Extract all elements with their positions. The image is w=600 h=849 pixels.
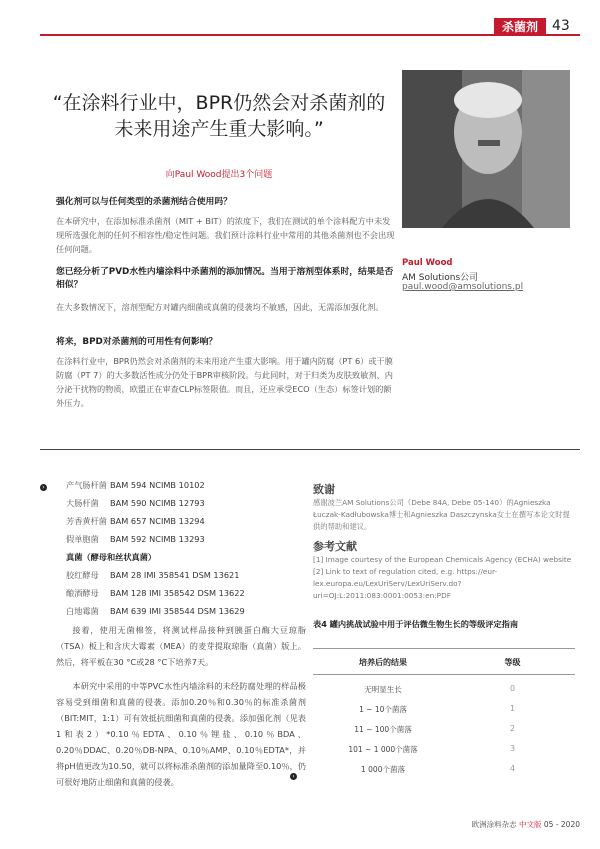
answer-1: 在本研究中，在添加标准杀菌剂（MIT + BIT）的浓度下，我们在测试的单个涂料配方中未发现所选强化剂的任何不相容性/稳定性问题。我们预计涂料行业中常用的其他杀菌剂也不会出现任何问题。 [56, 216, 395, 254]
page-number: 43 [552, 18, 570, 34]
organism-name: 胶红酵母 [66, 570, 99, 580]
table-title: 表4 罐内挑战试验中用于评估微生物生长的等级评定指南 [313, 619, 519, 629]
reference-item: [1] Image courtesy of the European Chemicals Agency (ECHA) website [313, 555, 572, 564]
article-subtitle: 向Paul Wood提出3个问题 [165, 170, 273, 180]
section-tab: 杀菌剂 [494, 18, 546, 36]
organism-code: BAM 592 NCIMB 13293 [110, 534, 205, 544]
footer-issue: 05 - 2020 [543, 820, 580, 829]
table-cell-result: 1 ~ 10个菌落 [359, 705, 407, 714]
question-2: 您已经分析了PVD水性内墙涂料中杀菌剂的添加情况。当用于溶剂型体系时，结果是否相似？ [56, 267, 394, 290]
answer-3: 在涂料行业中，BPR仍然会对杀菌剂的未来用途产生重大影响。用于罐内防腐（PT 6）或干膜防腐（PT 7）的大多数活性成分仍处于BPR审核阶段。与此同时，对于归类为皮肤致敏剂、内分泌干扰物的物质，欧盟正在审查CLP标签限值。而且，还应承受ECO（生态）标签计划的额外压力。 [56, 356, 393, 408]
organism-name: 酿酒酵母 [66, 588, 99, 598]
fungi-heading: 真菌（酵母和丝状真菌） [66, 552, 157, 562]
caption-org: AM Solutions公司 [402, 273, 479, 283]
acknowledgement-text: 感谢波兰AM Solutions公司（Debe 84A, Debe 05-140）的Agnieszka Łuczak-Kadłubowska博士和Agnieszka Daszczynska女士在撰写本论文时提供的帮助和建议。 [313, 498, 570, 531]
organism-name: 白地霉菌 [66, 606, 99, 616]
organism-code: BAM 594 NCIMB 10102 [110, 480, 205, 490]
table-cell-grade: 2 [509, 724, 516, 733]
body-paragraph: 接着，使用无菌棉签，将测试样品接种到胰蛋白酶大豆琼脂（TSA）板上和含庆大霉素（MEA）的麦芽提取琼脂（真菌）版上。然后，将平板在30 °C或28 °C下培养7天。 [56, 625, 306, 667]
body-paragraph: 本研究中采用的中等PVC水性内墙涂料的未经防腐处理的样品极容易受到细菌和真菌的侵袭。添加0.20％和0.30％的标准杀菌剂（BIT:MIT，1:1）可有效抵抗细菌和真菌的侵袭。添加强化剂（见表1和表2）*0.10％EDTA、0.10％锂盐、0.10％BDA、0.20％DDAC、0.20％DB-NPA、0.10％AMP、0.10％EDTA*，并将pH值更改为10.50，就可以将标准杀菌剂的添加量降至0.10％，仍可很好地防止细菌和真菌的侵袭。 [56, 681, 306, 787]
organism-code: BAM 639 IMI 358544 DSM 13629 [110, 606, 245, 616]
organism-name: 产气肠杆菌 [66, 480, 107, 490]
end-marker-icon: ‹ [290, 773, 297, 780]
organism-name: 芳香黄杆菌 [66, 516, 107, 526]
table-cell-result: 11 ~ 100个菌落 [354, 725, 412, 734]
caption-name: Paul Wood [402, 258, 453, 268]
question-3: 将来，BPD对杀菌剂的可用性有何影响？ [56, 337, 218, 347]
footer-edition: 中文版 [519, 820, 542, 829]
page-footer [440, 819, 580, 830]
table-cell-result: 101 ~ 1 000个菌落 [348, 745, 418, 754]
portrait-photo [402, 70, 570, 228]
table-top-rule [313, 648, 575, 649]
organism-code: BAM 657 NCIMB 13294 [110, 516, 205, 526]
answer-2: 在大多数情况下，溶剂型配方对罐内细菌或真菌的侵袭均不敏感，因此，无需添加强化剂。 [56, 302, 384, 312]
references-heading: 参考文献 [313, 540, 357, 553]
acknowledgement-heading: 致谢 [313, 483, 335, 496]
table-header-rule [313, 674, 575, 675]
organism-name: 假单胞菌 [66, 534, 99, 544]
table-cell-result: 无明显生长 [364, 685, 402, 694]
table-cell-grade: 4 [509, 764, 516, 773]
table-cell-grade: 0 [509, 684, 516, 693]
table-header-result: 培养后的结果 [359, 658, 407, 667]
table-header-grade: 等级 [504, 658, 521, 667]
footer-magazine: 欧洲涂料杂志 [471, 820, 517, 829]
question-1: 强化剂可以与任何类型的杀菌剂结合使用吗？ [56, 197, 232, 207]
continue-marker-icon: › [40, 484, 47, 491]
section-divider [40, 449, 580, 450]
organism-name: 大肠杆菌 [66, 498, 99, 508]
organism-code: BAM 590 NCIMB 12793 [110, 498, 205, 508]
organism-code: BAM 28 IMI 358541 DSM 13621 [110, 570, 240, 580]
article-title: “在涂料行业中，BPR仍然会对杀菌剂的未来用途产生重大影响。” [52, 92, 386, 140]
table-cell-grade: 3 [509, 744, 516, 753]
reference-item[interactable]: [2] Link to text of regulation cited, e.g. https://eur-lex.europa.eu/LexUriServ/LexUriServ.do?uri=OJ:L:2011:083:0001:0053:en:PDF [313, 567, 498, 600]
table-cell-result: 1 000个菌落 [361, 765, 405, 774]
organism-code: BAM 128 IMI 358542 DSM 13622 [110, 588, 245, 598]
caption-email[interactable]: paul.wood@amsolutions.pl [402, 282, 524, 292]
table-cell-grade: 1 [509, 704, 516, 713]
